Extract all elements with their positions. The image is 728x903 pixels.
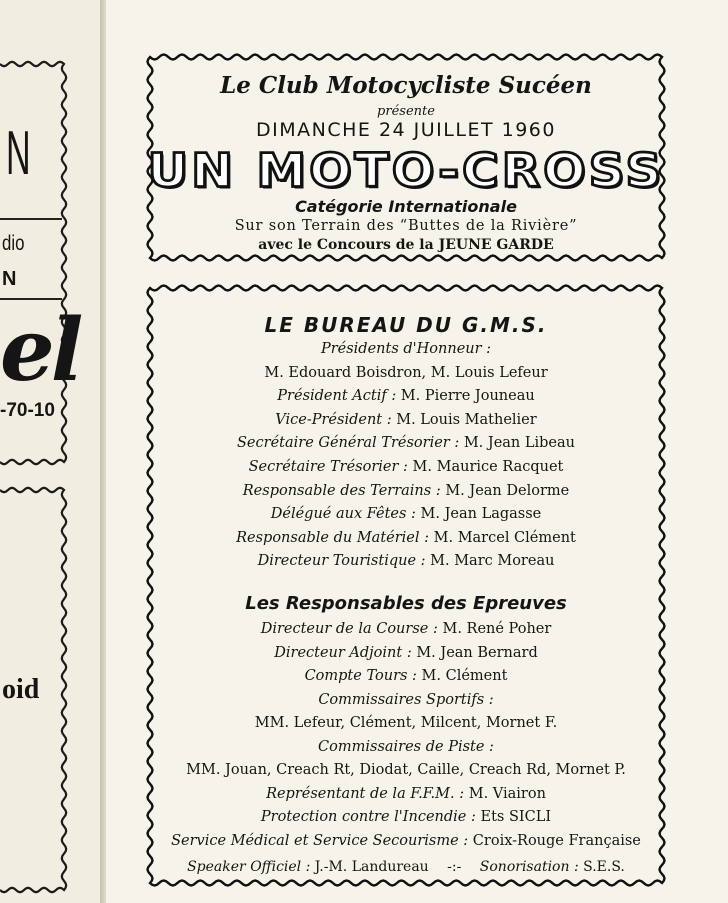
role-label: Directeur de la Course : [260,621,438,637]
epreuves-row [146,762,666,778]
event-title-text: UN MOTO-CROSS [147,144,665,198]
presents-text: présente [377,104,435,119]
role-label: Protection contre l'Incendie : [260,809,476,825]
sonorisation-label: Sonorisation : [479,859,579,875]
role-label: Commissaires Sportifs : [318,691,494,708]
event-title [146,142,666,198]
left-divider [0,218,62,220]
person-names: M. Marc Moreau [425,553,555,570]
epreuves-row [146,692,666,708]
role-label: Représentant de la F.F.M. : [266,785,465,802]
left-page-dio: dio [2,232,25,255]
bureau-row [146,483,666,499]
person-names: M. Marcel Clément [429,529,576,546]
left-page-n2: N [2,268,17,290]
epreuves-row [146,833,666,849]
person-names: M. Louis Mathelier [391,411,537,428]
bureau-row [146,412,666,428]
left-page-letter-n: N [6,119,31,188]
program-page [106,0,728,903]
person-names: M. Jean Libeau [459,435,575,452]
role-label: Service Médical et Service Secourisme : [171,832,469,849]
speaker-line [146,859,666,875]
person-names: M. Pierre Jouneau [396,388,535,405]
speaker-name: J.-M. Landureau [310,859,429,875]
role-label: Compte Tours : [304,668,417,684]
role-label: Directeur Touristique : [257,553,426,570]
epreuves-row [146,645,666,661]
epreuves-row [146,786,666,802]
person-names: M. Viairon [464,785,546,802]
person-names: M. Edouard Boisdron, M. Louis Lefeur [264,364,548,381]
event-announcement-box [146,52,666,262]
bureau-row [146,459,666,475]
bureau-row [146,365,666,381]
bureau-row [146,506,666,522]
role-label: Responsable du Matériel : [236,529,430,546]
epreuves-row [146,809,666,825]
person-names: Croix-Rouge Française [468,832,641,849]
left-page-el: el [0,300,80,401]
epreuves-row [146,715,666,731]
speaker-separator: -:- [447,859,462,875]
role-label: Secrétaire Général Trésorier : [237,435,460,452]
epreuves-title: Les Responsables des Epreuves [245,593,567,614]
epreuves-row [146,739,666,755]
person-names: M. Jean Delorme [440,482,570,499]
role-label: Président Actif : [277,388,397,405]
bureau-box [146,283,666,888]
person-names: M. Clément [416,668,508,684]
person-names: M. Maurice Racquet [407,459,564,475]
role-label: Vice-Président : [275,411,392,428]
left-page-oid: oid [2,674,40,705]
person-names: M. René Poher [437,621,552,637]
role-label: Commissaires de Piste : [318,738,494,755]
role-label: Délégué aux Fêtes : [270,506,416,523]
event-contest: avec le Concours de la JEUNE GARDE [258,237,554,253]
person-names: Ets SICLI [475,809,552,825]
event-category: Catégorie Internationale [295,197,517,216]
bureau-row [146,530,666,546]
person-names: M. Jean Lagasse [415,506,542,523]
speaker-label: Speaker Officiel : [187,859,311,875]
role-label: Directeur Adjoint : [274,644,412,661]
person-names: MM. Jouan, Creach Rt, Diodat, Caille, Creach Rd, Mornet P. [186,762,626,778]
role-label: Secrétaire Trésorier : [248,459,408,475]
epreuves-row [146,621,666,637]
bureau-row [146,341,666,357]
sonorisation-name: S.E.S. [578,859,625,875]
person-names: M. Jean Bernard [411,644,538,661]
epreuves-row [146,668,666,684]
person-names: MM. Lefeur, Clément, Milcent, Mornet F. [254,715,558,731]
bureau-row [146,388,666,404]
left-page-phone: -70-10 [0,400,55,421]
bureau-title: LE BUREAU DU G.M.S. [264,313,548,337]
organizer-name: Le Club Motocycliste Sucéen [220,72,592,99]
role-label: Présidents d'Honneur : [320,341,492,357]
bureau-row [146,553,666,569]
event-terrain: Sur son Terrain des “Buttes de la Rivière” [234,218,578,234]
bureau-row [146,435,666,451]
event-date: DIMANCHE 24 JUILLET 1960 [256,119,556,141]
left-page-fragment [0,0,100,903]
role-label: Responsable des Terrains : [242,482,441,499]
